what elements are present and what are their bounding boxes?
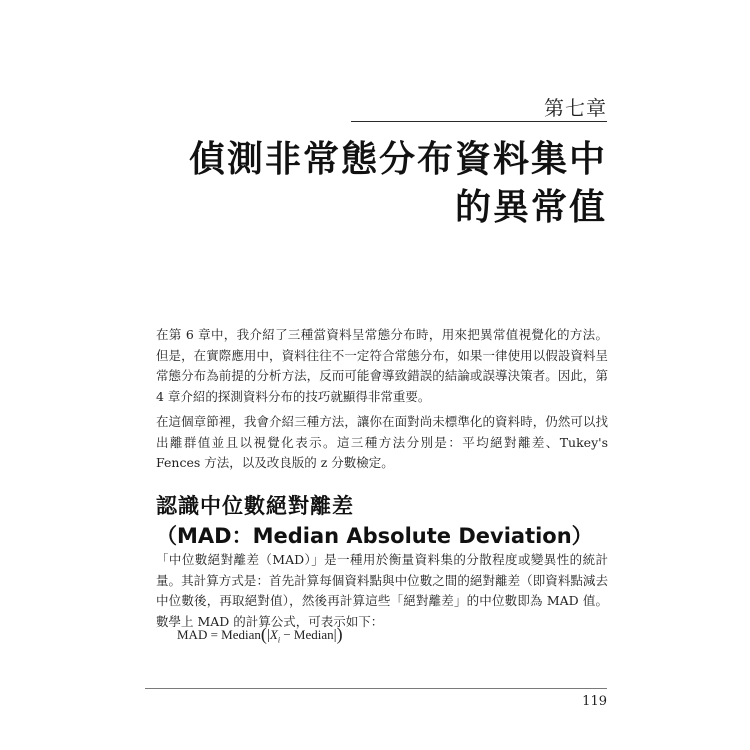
formula-open-paren: ( xyxy=(260,624,267,644)
chapter-title-line-1: 偵測非常態分布資料集中 xyxy=(188,139,607,180)
mad-definition-paragraph: 「中位數絕對離差（MAD）」是一種用於衡量資料集的分散程度或變異性的統計量。其計算方式是：首先計算每個資料點與中位數之間的絕對離差（即資料點減去中位數後，再取絕對值），然後再計算這些「絕對離差」的中位數即為 MAD 值。數學上 MAD 的計算公式，可表示如下： xyxy=(156,552,608,629)
footer-divider xyxy=(145,688,607,689)
page-number: 119 xyxy=(582,694,607,709)
chapter-title-line-2: 的異常值 xyxy=(454,187,607,228)
formula-variable: X xyxy=(269,627,278,642)
formula-abs-right: | xyxy=(333,627,337,643)
intro-paragraph: 在第 6 章中，我介紹了三種當資料呈常態分布時，用來把異常值視覺化的方法。但是，在實際應用中，資料往往不一定符合常態分布，如果一律使用以假設資料呈常態分布為前提的分析方法，反而可能會導致錯誤的結論或誤導決策者。因此，第 4 章介紹的探測資料分布的技巧就顯得非常重要。 xyxy=(156,327,608,404)
formula-lhs: MAD = Median xyxy=(177,627,261,642)
formula-close-paren: ) xyxy=(336,624,343,644)
formula-minus-median: − Median xyxy=(280,627,334,642)
formula-subscript: i xyxy=(277,635,281,645)
section-heading-line-2: （MAD：Median Absolute Deviation） xyxy=(156,524,593,548)
section-heading-line-1: 認識中位數絕對離差 xyxy=(156,494,354,518)
chapter-divider xyxy=(351,121,607,122)
mad-formula xyxy=(177,623,343,645)
chapter-label: 第七章 xyxy=(544,96,607,120)
chapter-title xyxy=(189,136,607,232)
formula-abs-left: | xyxy=(266,627,270,643)
methods-paragraph: 在這個章節裡，我會介紹三種方法，讓你在面對尚未標準化的資料時，仍然可以找出離群值並且以視覺化表示。這三種方法分別是：平均絕對離差、Tukey's Fences 方法，以及改良版的 z 分數檢定。 xyxy=(156,414,608,470)
